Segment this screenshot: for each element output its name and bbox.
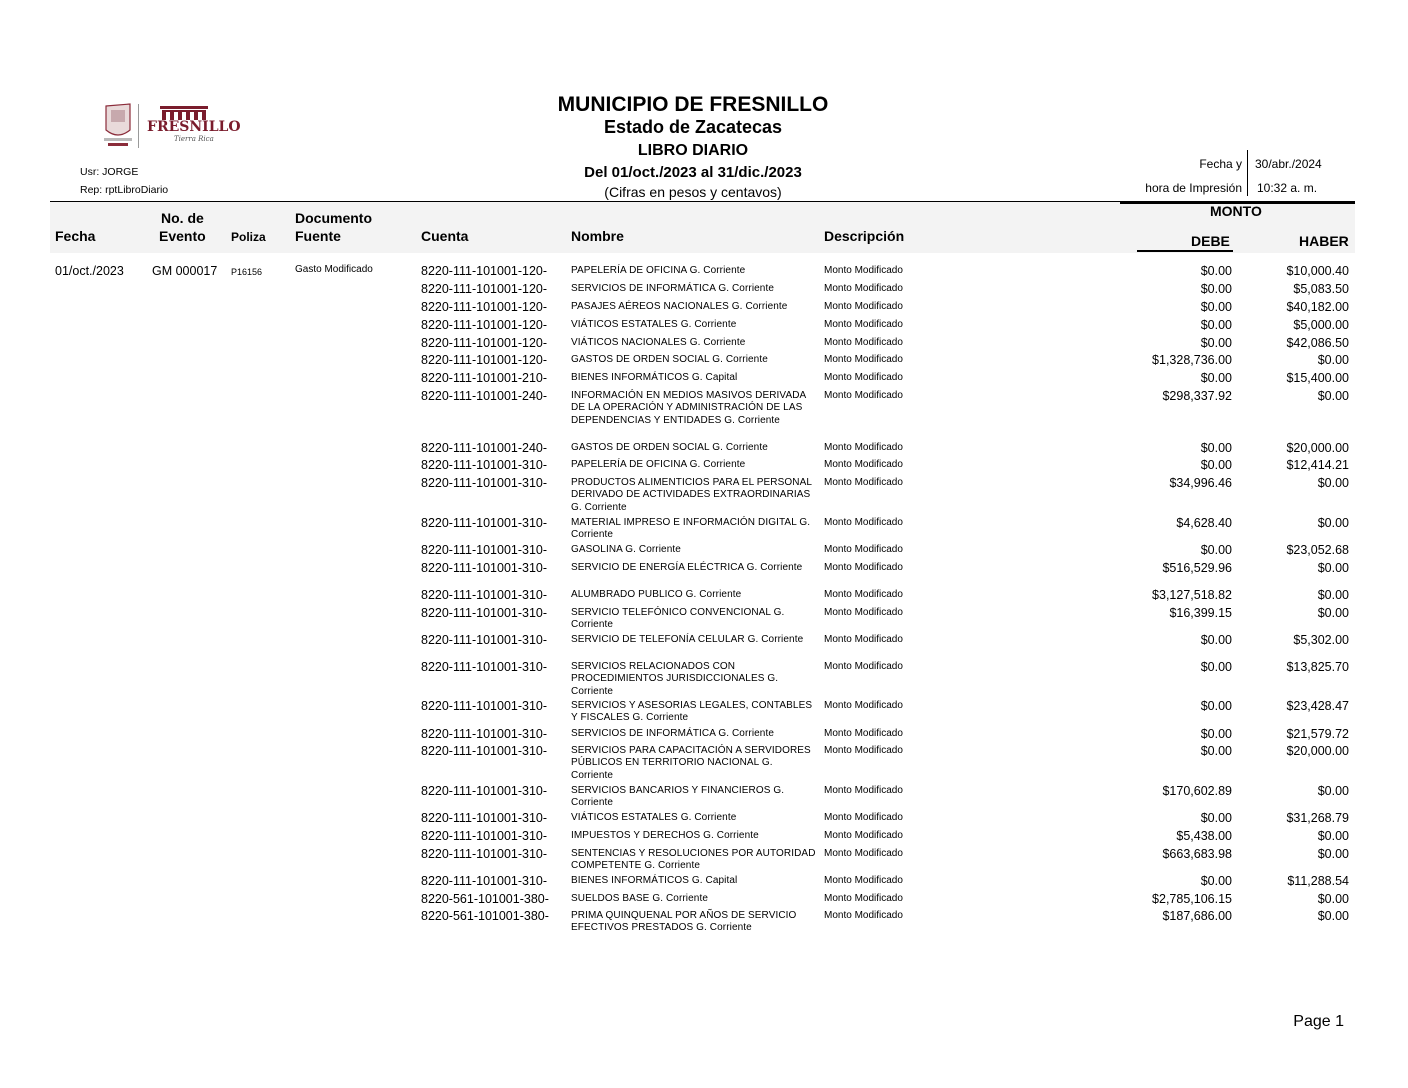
descripcion-cell: Monto Modificado — [824, 875, 903, 886]
libro-title: LIBRO DIARIO — [637, 142, 749, 159]
cuenta-cell: 8220-111-101001-310- — [421, 633, 548, 647]
haber-cell: $20,000.00 — [1286, 744, 1349, 758]
debe-cell: $4,628.40 — [1176, 516, 1232, 530]
debe-cell: $2,785,106.15 — [1152, 892, 1232, 906]
descripcion-cell: Monto Modificado — [824, 848, 903, 859]
descripcion-cell: Monto Modificado — [824, 910, 903, 921]
descripcion-cell: Monto Modificado — [824, 785, 903, 796]
cuenta-cell: 8220-111-101001-120- — [421, 318, 548, 332]
descripcion-cell: Monto Modificado — [824, 607, 903, 618]
haber-cell: $10,000.40 — [1286, 264, 1349, 278]
cuenta-cell: 8220-111-101001-310- — [421, 847, 548, 861]
nombre-cell: VIÁTICOS NACIONALES G. Corriente — [571, 337, 746, 348]
haber-cell: $0.00 — [1317, 606, 1349, 620]
nombre-cell: MATERIAL IMPRESO E INFORMACIÓN DIGITAL G. Corriente — [571, 517, 811, 541]
haber-cell: $5,083.50 — [1293, 282, 1349, 296]
debe-cell: $0.00 — [1200, 874, 1232, 888]
cuenta-cell: 8220-561-101001-380- — [421, 909, 549, 923]
nombre-cell: ALUMBRADO PUBLICO G. Corriente — [571, 589, 742, 600]
cuenta-cell: 8220-111-101001-310- — [421, 727, 548, 741]
svg-text:Tierra Rica: Tierra Rica — [174, 135, 214, 143]
nombre-cell: SERVICIOS Y ASESORIAS LEGALES, CONTABLES Y FISCALES G. Corriente — [571, 700, 813, 724]
haber-cell: $0.00 — [1317, 353, 1349, 367]
haber-cell: $23,428.47 — [1286, 699, 1349, 713]
debe-cell: $0.00 — [1200, 811, 1232, 825]
nombre-cell: SERVICIO DE ENERGÍA ELÉCTRICA G. Corriente — [571, 562, 803, 573]
descripcion-cell: Monto Modificado — [824, 319, 903, 330]
debe-cell: $0.00 — [1200, 282, 1232, 296]
hora-value: 10:32 a. m. — [1257, 181, 1318, 195]
col-nombre: Nombre — [571, 228, 624, 244]
nombre-cell: SENTENCIAS Y RESOLUCIONES POR AUTORIDAD COMPETENTE G. Corriente — [571, 848, 816, 872]
cuenta-cell: 8220-111-101001-310- — [421, 699, 548, 713]
nombre-cell: SERVICIOS PARA CAPACITACIÓN A SERVIDORES PÚBLICOS EN TERRITORIO NACIONAL G. Corriente — [571, 745, 811, 781]
descripcion-cell: Monto Modificado — [824, 442, 903, 453]
nombre-cell: PAPELERÍA DE OFICINA G. Corriente — [571, 265, 746, 276]
entry-poliza: P16156 — [231, 267, 263, 277]
debe-cell: $0.00 — [1200, 458, 1232, 472]
nombre-cell: GASTOS DE ORDEN SOCIAL G. Corriente — [571, 442, 768, 453]
page-number: Page 1 — [1293, 1013, 1344, 1030]
cuenta-cell: 8220-111-101001-310- — [421, 606, 548, 620]
col-fecha: Fecha — [55, 228, 96, 244]
cuenta-cell: 8220-111-101001-310- — [421, 476, 548, 490]
cuenta-cell: 8220-111-101001-310- — [421, 784, 548, 798]
cuenta-cell: 8220-111-101001-310- — [421, 561, 548, 575]
col-descripcion: Descripción — [824, 228, 905, 244]
descripcion-cell: Monto Modificado — [824, 477, 903, 488]
haber-cell: $0.00 — [1317, 909, 1349, 923]
descripcion-cell: Monto Modificado — [824, 390, 903, 401]
cuenta-cell: 8220-111-101001-310- — [421, 516, 548, 530]
usuario-label: Usr: JORGE — [80, 166, 139, 178]
haber-cell: $21,579.72 — [1286, 727, 1349, 741]
debe-cell: $170,602.89 — [1162, 784, 1232, 798]
debe-cell: $663,683.98 — [1162, 847, 1232, 861]
debe-cell: $0.00 — [1200, 633, 1232, 647]
nombre-cell: PASAJES AÉREOS NACIONALES G. Corriente — [571, 301, 788, 312]
haber-cell: $12,414.21 — [1286, 458, 1349, 472]
descripcion-cell: Monto Modificado — [824, 337, 903, 348]
haber-cell: $42,086.50 — [1286, 336, 1349, 350]
nombre-cell: VIÁTICOS ESTATALES G. Corriente — [571, 319, 737, 330]
haber-cell: $13,825.70 — [1286, 660, 1349, 674]
descripcion-cell: Monto Modificado — [824, 700, 903, 711]
cuenta-cell: 8220-111-101001-310- — [421, 588, 548, 602]
descripcion-cell: Monto Modificado — [824, 661, 903, 672]
haber-cell: $23,052.68 — [1286, 543, 1349, 557]
nombre-cell: PAPELERÍA DE OFICINA G. Corriente — [571, 459, 746, 470]
cuenta-cell: 8220-111-101001-310- — [421, 744, 548, 758]
cuenta-cell: 8220-111-101001-120- — [421, 282, 548, 296]
nombre-cell: GASTOS DE ORDEN SOCIAL G. Corriente — [571, 354, 768, 365]
debe-cell: $0.00 — [1200, 727, 1232, 741]
reporte-label: Rep: rptLibroDiario — [80, 184, 169, 196]
haber-cell: $0.00 — [1317, 516, 1349, 530]
debe-cell: $516,529.96 — [1162, 561, 1232, 575]
descripcion-cell: Monto Modificado — [824, 301, 903, 312]
descripcion-cell: Monto Modificado — [824, 517, 903, 528]
col-documento: Documento — [295, 210, 372, 226]
cuenta-cell: 8220-111-101001-310- — [421, 829, 548, 843]
descripcion-cell: Monto Modificado — [824, 728, 903, 739]
debe-cell: $0.00 — [1200, 264, 1232, 278]
debe-cell: $34,996.46 — [1169, 476, 1232, 490]
nombre-cell: PRIMA QUINQUENAL POR AÑOS DE SERVICIO EFECTIVOS PRESTADOS G. Corriente — [571, 910, 797, 934]
descripcion-cell: Monto Modificado — [824, 265, 903, 276]
nombre-cell: SERVICIO TELEFÓNICO CONVENCIONAL G. Corriente — [571, 607, 785, 631]
cuenta-cell: 8220-111-101001-120- — [421, 336, 548, 350]
debe-cell: $1,328,736.00 — [1152, 353, 1232, 367]
debe-cell: $0.00 — [1200, 441, 1232, 455]
entry-fecha: 01/oct./2023 — [55, 264, 124, 278]
debe-cell: $16,399.15 — [1169, 606, 1232, 620]
cuenta-cell: 8220-111-101001-310- — [421, 543, 548, 557]
haber-cell: $0.00 — [1317, 892, 1349, 906]
haber-cell: $0.00 — [1317, 588, 1349, 602]
nombre-cell: SERVICIOS BANCARIOS Y FINANCIEROS G. Corriente — [571, 785, 785, 809]
col-evento: Evento — [159, 228, 206, 244]
cuenta-cell: 8220-111-101001-310- — [421, 874, 548, 888]
cuenta-cell: 8220-111-101001-310- — [421, 660, 548, 674]
debe-cell: $0.00 — [1200, 371, 1232, 385]
col-no-de: No. de — [161, 210, 204, 226]
haber-cell: $11,288.54 — [1287, 874, 1349, 888]
nombre-cell: BIENES INFORMÁTICOS G. Capital — [571, 875, 738, 886]
col-monto: MONTO — [1210, 203, 1262, 219]
descripcion-cell: Monto Modificado — [824, 372, 903, 383]
debe-cell: $0.00 — [1200, 336, 1232, 350]
descripcion-cell: Monto Modificado — [824, 459, 903, 470]
nombre-cell: IMPUESTOS Y DERECHOS G. Corriente — [571, 830, 759, 841]
debe-cell: $3,127,518.82 — [1152, 588, 1232, 602]
municipio-title: MUNICIPIO DE FRESNILLO — [557, 93, 829, 116]
descripcion-cell: Monto Modificado — [824, 354, 903, 365]
nombre-cell: GASOLINA G. Corriente — [571, 544, 681, 555]
descripcion-cell: Monto Modificado — [824, 589, 903, 600]
cuenta-cell: 8220-111-101001-120- — [421, 264, 548, 278]
descripcion-cell: Monto Modificado — [824, 745, 903, 756]
cifras-note: (Cifras en pesos y centavos) — [604, 184, 782, 200]
estado-subtitle: Estado de Zacatecas — [603, 117, 783, 137]
entry-documento: Gasto Modificado — [295, 264, 373, 275]
cuenta-cell: 8220-111-101001-240- — [421, 389, 548, 403]
haber-cell: $0.00 — [1317, 561, 1349, 575]
haber-cell: $5,000.00 — [1293, 318, 1349, 332]
col-fuente: Fuente — [295, 228, 341, 244]
entry-evento: GM 000017 — [152, 264, 218, 278]
descripcion-cell: Monto Modificado — [824, 893, 903, 904]
hora-label: hora de Impresión — [1145, 181, 1242, 195]
haber-cell: $40,182.00 — [1286, 300, 1349, 314]
haber-cell: $15,400.00 — [1286, 371, 1349, 385]
debe-cell: $0.00 — [1200, 300, 1232, 314]
haber-cell: $0.00 — [1317, 389, 1349, 403]
debe-cell: $0.00 — [1200, 660, 1232, 674]
cuenta-cell: 8220-111-101001-120- — [421, 353, 548, 367]
haber-cell: $20,000.00 — [1286, 441, 1349, 455]
nombre-cell: PRODUCTOS ALIMENTICIOS PARA EL PERSONAL DERIVADO DE ACTIVIDADES EXTRAORDINARIAS G. Corriente — [571, 477, 812, 513]
descripcion-cell: Monto Modificado — [824, 283, 903, 294]
haber-cell: $0.00 — [1317, 784, 1349, 798]
debe-cell: $0.00 — [1200, 318, 1232, 332]
col-poliza: Poliza — [231, 230, 266, 244]
fecha-label: Fecha y — [1199, 157, 1242, 171]
debe-cell: $0.00 — [1200, 699, 1232, 713]
descripcion-cell: Monto Modificado — [824, 562, 903, 573]
cuenta-cell: 8220-111-101001-310- — [421, 458, 548, 472]
nombre-cell: SERVICIOS RELACIONADOS CON PROCEDIMIENTOS JURISDICCIONALES G. Corriente — [571, 661, 779, 697]
descripcion-cell: Monto Modificado — [824, 634, 903, 645]
haber-cell: $31,268.79 — [1286, 811, 1349, 825]
descripcion-cell: Monto Modificado — [824, 812, 903, 823]
logo-text: FRESNILLO — [147, 119, 241, 135]
haber-cell: $0.00 — [1317, 829, 1349, 843]
descripcion-cell: Monto Modificado — [824, 830, 903, 841]
cuenta-cell: 8220-111-101001-210- — [421, 371, 548, 385]
col-debe: DEBE — [1191, 233, 1230, 249]
debe-cell: $0.00 — [1200, 543, 1232, 557]
haber-cell: $0.00 — [1317, 476, 1349, 490]
nombre-cell: SERVICIOS DE INFORMÁTICA G. Corriente — [571, 728, 775, 739]
nombre-cell: SERVICIOS DE INFORMÁTICA G. Corriente — [571, 283, 775, 294]
col-haber: HABER — [1299, 233, 1349, 249]
nombre-cell: SERVICIO DE TELEFONÍA CELULAR G. Corriente — [571, 634, 804, 645]
periodo-label: Del 01/oct./2023 al 31/dic./2023 — [584, 164, 802, 181]
cuenta-cell: 8220-111-101001-240- — [421, 441, 548, 455]
col-cuenta: Cuenta — [421, 228, 469, 244]
cuenta-cell: 8220-111-101001-120- — [421, 300, 548, 314]
cuenta-cell: 8220-111-101001-310- — [421, 811, 548, 825]
nombre-cell: BIENES INFORMÁTICOS G. Capital — [571, 372, 738, 383]
nombre-cell: INFORMACIÓN EN MEDIOS MASIVOS DERIVADA DE LA OPERACIÓN Y ADMINISTRACIÓN DE LAS DEPENDENCIAS Y ENTIDADES G. Corriente — [571, 390, 806, 426]
cuenta-cell: 8220-561-101001-380- — [421, 892, 549, 906]
nombre-cell: SUELDOS BASE G. Corriente — [571, 893, 708, 904]
descripcion-cell: Monto Modificado — [824, 544, 903, 555]
debe-cell: $5,438.00 — [1176, 829, 1232, 843]
fecha-value: 30/abr./2024 — [1255, 157, 1322, 171]
debe-cell: $298,337.92 — [1162, 389, 1232, 403]
haber-cell: $5,302.00 — [1293, 633, 1349, 647]
haber-cell: $0.00 — [1317, 847, 1349, 861]
debe-cell: $0.00 — [1200, 744, 1232, 758]
debe-cell: $187,686.00 — [1162, 909, 1232, 923]
nombre-cell: VIÁTICOS ESTATALES G. Corriente — [571, 812, 737, 823]
